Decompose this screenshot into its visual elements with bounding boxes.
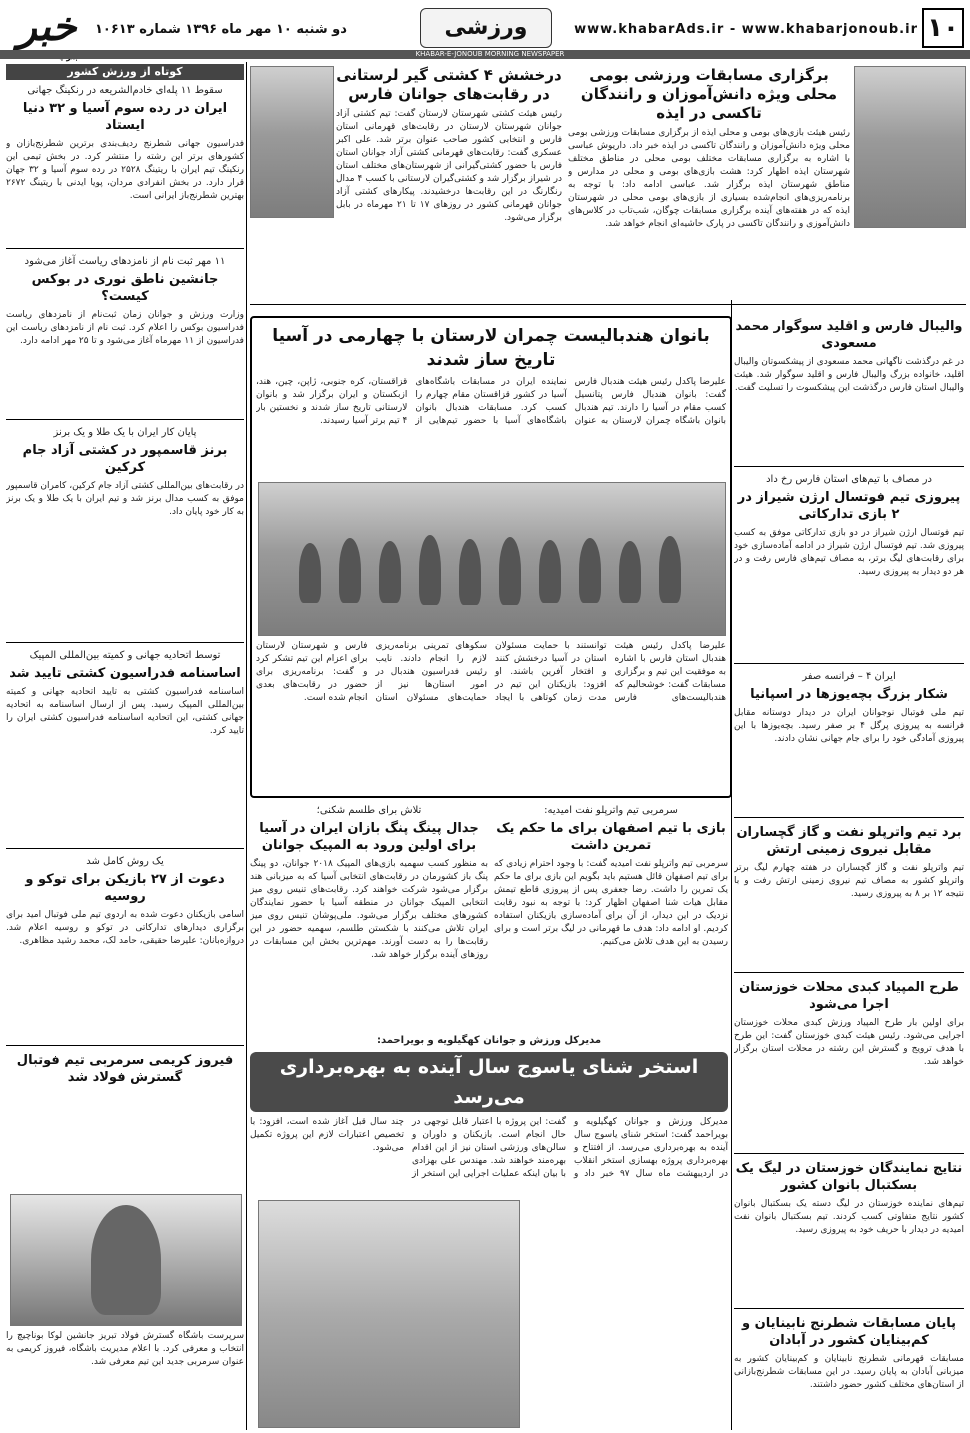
divider	[734, 1308, 964, 1309]
item7-headline: پایان مسابقات شطرنج نابینایان و کم‌بینایان کشور در آبادان	[742, 1316, 956, 1348]
newspaper-subtitle: KHABAR-E-JONOUB MORNING NEWSPAPER	[415, 50, 565, 58]
article-headline: بازی با تیم اصفهان برای ما حکم یک تمرین داشت	[496, 821, 726, 853]
article-yasuj-pool	[250, 1030, 728, 1202]
website-url[interactable]: www.khabarAds.ir - www.khabarjonoub.ir	[574, 22, 918, 37]
item6-body: تیم‌های نماینده خوزستان در لیگ دسته یک بسکتبال بانوان کشور نتایج متفاوتی کسب کردند. تیم بسکتبال بانوان نفت امیدیه در دیدار با حریف خود به پیروزی رسید.	[734, 1199, 964, 1235]
divider	[734, 972, 964, 973]
item3-body: تیم ملی فوتبال نوجوانان ایران در دیدار دوستانه مقابل فرانسه به پیروزی پرگل ۴ بر صفر رسید. بچه‌یوزها با این پیروزی آمادگی خود را برای جام جهانی نشان دادند.	[734, 708, 964, 744]
article-headline: درخشش ۴ کشتی گیر لرستانی در رقابت‌های جوانان فارس	[336, 66, 562, 103]
main-headline: بانوان هندبالیست چمران لارستان با چهارمی در آسیا تاریخ ساز شدند	[272, 326, 710, 370]
item2-body: وزارت ورزش و جوانان زمان ثبت‌نام از نامزدهای ریاست فدراسیون بوکس را اعلام کرد. ثبت نام از نامزدهای ریاست این فدراسیون از ۱۱ مهرماه آغاز می‌شود و تا ۲۵ مهر ادامه دارد.	[6, 310, 244, 346]
issue-date: دو شنبه ۱۰ مهر ماه ۱۳۹۶ شماره ۱۰۶۱۳	[95, 22, 347, 37]
item4-body: اساسنامه فدراسیون کشتی به تایید اتحادیه جهانی و کمیته بین‌المللی المپیک رسید. پس از ارسال اساسنامه به اتحادیه جهانی کشتی، این اتحادیه اساسنامه فدراسیون کشتی ایران را تایید کرد.	[6, 687, 244, 736]
column-rule-left	[246, 62, 247, 1430]
item2-kicker: ۱۱ مهر ثبت نام از نامزدهای ریاست آغاز می‌شود	[24, 256, 226, 267]
divider	[6, 848, 244, 849]
item3-headline: شکار بزرگ بچه‌یوزها در اسپانیا	[750, 687, 948, 702]
section-title: ورزشی	[420, 8, 552, 48]
item4-kicker: توسط اتحادیه جهانی و کمیته بین‌المللی المپیک	[29, 650, 221, 661]
item1-headline: ایران در رده سوم آسیا و ۳۲ دنیا ایستاد	[22, 101, 228, 133]
coach-portrait-photo	[10, 1194, 242, 1326]
main-body-top: علیرضا پاکدل رئیس هیئت هندبال فارس گفت: بانوان هندبال فارس پتانسیل کسب مقام در آسیا را دارند. تیم هندبال بانوان باشگاه چمران لارستان به عنوان نماینده ایران در مسابقات باشگاه‌های آسیا در کشور قزاقستان مقام چهارم را کسب کرد. مسابقات هندبال بانوان باشگاه‌های آسیا با حضور تیم‌هایی از قزاقستان، کره جنوبی، ژاپن، چین، هند، ازبکستان و ایران برگزار شد و بانوان لارستانی تاریخ ساز شدند و نخستین بار ۴ تیم برتر آسیا رسیدند.	[256, 377, 726, 426]
article-headline: استخر شنای یاسوج سال آینده به بهره‌برداری می‌رسد	[250, 1052, 728, 1112]
article-table-tennis	[250, 800, 488, 1066]
page-number: ۱۰	[922, 8, 964, 48]
divider	[6, 419, 244, 420]
item1-kicker: سقوط ۱۱ پله‌ای خادم‌الشریعه در رنکینگ جهانی	[27, 85, 223, 96]
logo-text: خبر	[17, 3, 77, 50]
item1-body: در غم درگذشت ناگهانی محمد مسعودی از پیشکسوتان والیبال اقلید، خانواده بزرگ والیبال فارس و اقلید سوگوار شد. هیئت والیبال استان فارس درگذشت این پیشکسوت را تسلیت گفت.	[734, 357, 964, 393]
article-headline: برگزاری مسابقات ورزشی بومی محلی ویژه دانش‌آموزان و رانندگان تاکسی در ایذه	[580, 66, 838, 122]
top-section-rule	[250, 304, 966, 305]
divider	[6, 248, 244, 249]
item3-body: در رقابت‌های بین‌المللی کشتی آزاد جام کرکین، کامران قاسمپور موفق به کسب مدال برنز شد و تیم ایران با یک طلا و یک برنز به کار خود پایان داد.	[6, 481, 244, 517]
item5-headline: طرح المپیاد کبدی محلات خوزستان اجرا می‌شود	[739, 980, 959, 1012]
item2-kicker: در مصاف با تیم‌های استان فارس رخ داد	[766, 474, 932, 485]
item1-headline: والیبال فارس و اقلید سوگوار محمد مسعودی	[735, 319, 963, 351]
item2-headline: پیروزی تیم فوتسال ارژن شیراز در ۲ بازی تدارکاتی	[737, 490, 961, 522]
item4-headline: اساسنامه فدراسیون کشتی تایید شد	[9, 666, 241, 681]
column-rule-right	[731, 300, 732, 1430]
item4-headline: برد تیم واترپلو نفت و گاز گچساران مقابل نیروی زمینی ارتش	[736, 825, 962, 857]
article-body: به منظور کسب سهمیه بازی‌های المپیک ۲۰۱۸ جوانان، دو پینگ پنگ باز کشورمان در رقابت‌های انتخابی آسیا که به میزبانی هند برگزار می‌شود شرکت خواهند کرد. رقابت‌های تنیس روی میز انتخابی المپیک جوانان در منطقه آسیا با حضور نمایندگان کشورهای مختلف برگزار می‌شود. ملی‌پوشان تنیس روی میز ایران تلاش می‌کنند با شکستن طلسم، سهمیه حضور در این رقابت‌ها را به دست آورند. مهم‌ترین بخش این مسابقات در روزهای آینده برگزار خواهد شد.	[250, 859, 488, 960]
wrestling-field-photo	[854, 66, 966, 228]
item6-body: سرپرست باشگاه گسترش فولاد تبریز جانشین لوکا بوناچیچ را انتخاب و معرفی کرد. با اعلام مدیریت باشگاه، فیروز کریمی به عنوان سرمربی جدید این تیم معرفی شد.	[6, 1331, 244, 1367]
divider	[6, 642, 244, 643]
left-column	[6, 64, 244, 1090]
main-article	[256, 322, 726, 504]
item6-headline: نتایج نمایندگان خوزستان در لیگ یک بسکتبال بانوان کشور	[735, 1161, 963, 1193]
article-waterpolo-isfahan	[494, 800, 728, 1066]
item5-body: اسامی بازیکنان دعوت شده به اردوی تیم ملی فوتبال امید برای برگزاری دیدارهای تدارکاتی در توکو و روسیه اعلام شد. دروازه‌بانان: علیرضا حقیقی، حامد لک، محمد رشید مظاهری.	[6, 910, 244, 946]
article-body: مدیرکل ورزش و جوانان کهگیلویه و بویراحمد گفت: استخر شنای یاسوج سال آینده به بهره‌برداری می‌رسد. از افتتاح و بهره‌برداری پروژه بهسازی استخر انقلاب در اردیبهشت ماه سال ۹۷ خبر داد و گفت: این پروژه با اعتبار قابل توجهی در حال انجام است. بازیکنان و داوران و سالن‌های ورزشی استان نیز از این اقدام بهره‌مند خواهند شد. مهندس علی بهزادی با بیان اینکه عملیات اجرایی این استخر از چند سال قبل آغاز شده است، افزود: با تخصیص اعتبارات لازم این پروژه تکمیل می‌شود.	[250, 1117, 728, 1179]
divider	[734, 466, 964, 467]
item3-kicker: پایان کار ایران با یک طلا و یک برنز	[53, 427, 197, 438]
article-body: رئیس هیئت بازی‌های بومی و محلی ایذه از برگزاری مسابقات ورزشی بومی محلی ویژه دانش‌آموزان و رانندگان تاکسی در ایذه خبر داد. داریوش عباسی با اشاره به برگزاری مسابقات مختلف بومی محلی در مناطق مختلف شهرستان ایذه اظهار کرد: هشت بازی‌های بومی و محلی در مدارس و مناطق شهرستان ایذه برگزار شد. عباسی ادامه داد: با توجه به برنامه‌ریزی‌های انجام‌شده بسیاری از بازی‌های بومی محلی در شهرستان ایذه که در هفته‌های آینده برگزاری مسابقات چوگان، شب‌تاب در کلاس‌های دانش‌آموزی و رانندگان تاکسی در پارک حاشیه‌ای انجام خواهد شد.	[568, 128, 850, 229]
newspaper-logo	[6, 4, 88, 50]
article-lorestan-wrestlers	[336, 64, 562, 326]
column-tag: کوتاه از ورزش کشور	[6, 64, 244, 80]
article-idhe-games	[568, 64, 850, 342]
item5-body: برای اولین بار طرح المپیاد ورزش کبدی محلات خوزستان اجرایی می‌شود. رئیس هیئت کبدی خوزستان گفت: این طرح با هدف ترویج و گسترش این رشته در محلات استان برگزار خواهد شد.	[734, 1018, 964, 1067]
item3-headline: برنز قاسمپور در کشتی آزاد جام کرکین	[22, 443, 228, 475]
item7-body: مسابقات قهرمانی شطرنج نابینایان و کم‌بینایان کشور به میزبانی آبادان به پایان رسید. در این مسابقات شطرنج‌بازانی از استان‌های مختلف کشور حضور داشتند.	[734, 1354, 964, 1390]
wrestlers-photo	[250, 66, 334, 218]
main-body-bottom: علیرضا پاکدل رئیس هیئت هندبال استان فارس با اشاره به موفقیت این تیم و برگزاری مسابقات گفت: خوشحالیم که هندبالیست‌های فارس توانستند با حمایت مسئولان استان در آسیا درخشش کنند و افتخار آفرین باشند. او افزود: بازیکنان این تیم در مدت زمان کوتاهی با ایجاد سکوهای تمرینی برنامه‌ریزی لازم را انجام دادند. نایب رئیس فدراسیون هندبال در امور استان‌ها نیز از حمایت‌های مسئولان استان فارس و شهرستان لارستان برای اعزام این تیم تشکر کرد و گفت: برنامه‌ریزی برای حضور در رقابت‌های بعدی انجام شده است.	[256, 641, 726, 703]
item6-headline: فیروز کریمی سرمربی تیم فوتبال گسترش فولاد شد	[16, 1053, 234, 1085]
article-headline: جدال پینگ پنگ بازان ایران در آسیا برای اولین ورود به المپیک جوانان	[259, 821, 479, 853]
article-kicker: مدیرکل ورزش و جوانان کهگیلویه و بویراحمد:	[376, 1035, 602, 1046]
divider	[734, 663, 964, 664]
handball-team-photo	[258, 482, 726, 636]
item1-body: فدراسیون جهانی شطرنج ردیف‌بندی برترین شطرنج‌بازان و کشورهای برتر این رشته را منتشر کرد. در بخش تیمی این رنکینگ تیم ایران با ریتینگ ۲۵۲۸ در رده سوم آسیا و ۳۲ جهان قرار دارد. در بخش انفرادی مردان، پویا ایدنی با ریتینگ ۲۶۷۲ بهترین شطرنج‌باز ایرانی است.	[6, 139, 244, 201]
item2-headline: جانشین ناطق نوری در بوکس کیست؟	[31, 272, 219, 304]
article-kicker: سرمربی تیم واترپلو نفت امیدیه:	[544, 805, 678, 816]
item5-headline: دعوت از ۲۷ بازیکن برای توکو و روسیه	[25, 872, 225, 904]
article-kicker: تلاش برای طلسم شکنی؛	[316, 805, 422, 816]
article-body: رئیس هیئت کشتی شهرستان لارستان گفت: تیم کشتی آزاد جوانان شهرستان لارستان در رقابت‌های قهرمانی استان فارس و انتخابی کشور صاحب عنوان برتر شد. علی اکبر عسکری گفت: رقابت‌های قهرمانی کشتی آزاد جوانان استان فارس با حضور کشتی‌گیرانی از شهرستان‌های مختلف استان در شیراز برگزار شد و کشتی‌گیران لارستانی با کسب ۴ مدال رنگارنگ در این رقابت‌ها درخشیدند. پیکارهای کشتی آزاد جوانان قهرمانی کشور در روزهای ۱۷ تا ۲۱ مهرماه در بابل برگزار می‌شود.	[336, 109, 562, 223]
article-body: سرمربی تیم واترپلو نفت امیدیه گفت: با وجود احترام زیادی که برای تیم اصفهان قائل هستیم باید بگویم این بازی برای ما حکم یک تمرین را داشت. رضا جعفری پس از پیروزی قاطع تیمش مقابل هیات شنا اصفهان اظهار کرد: با توجه به نبود رقابت نزدیک در این دیدار، از آن برای آماده‌سازی بازیکنان استفاده کردیم. او ادامه داد: هدف ما قهرمانی در لیگ برتر است و برای رسیدن به این هدف تلاش می‌کنیم.	[494, 859, 728, 947]
divider	[6, 1045, 244, 1046]
right-column	[734, 316, 964, 1403]
swimmer-photo	[258, 1200, 520, 1428]
main-article-continued	[256, 640, 726, 790]
page-header	[0, 0, 970, 62]
item5-kicker: یک روش کامل شد	[86, 856, 164, 867]
item2-body: تیم فوتسال ارژن شیراز در دو بازی تدارکاتی موفق به کسب پیروزی شد. تیم فوتسال ارژن شیراز در ادامه آماده‌سازی خود برای رقابت‌های لیگ برتر، به مصاف تیم‌های فارس رفت و در هر دو دیدار به پیروزی رسید.	[734, 528, 964, 577]
item3-kicker: ایران ۴ – فرانسه صفر	[802, 671, 896, 682]
left-column-bottom	[6, 1330, 244, 1428]
divider	[734, 1153, 964, 1154]
item4-body: تیم واترپلو نفت و گاز گچساران در هفته چهارم لیگ برتر واترپلو کشور به مصاف تیم نیروی زمینی ارتش رفت و با نتیجه ۱۲ بر ۸ به پیروزی رسید.	[734, 863, 964, 899]
divider	[734, 817, 964, 818]
